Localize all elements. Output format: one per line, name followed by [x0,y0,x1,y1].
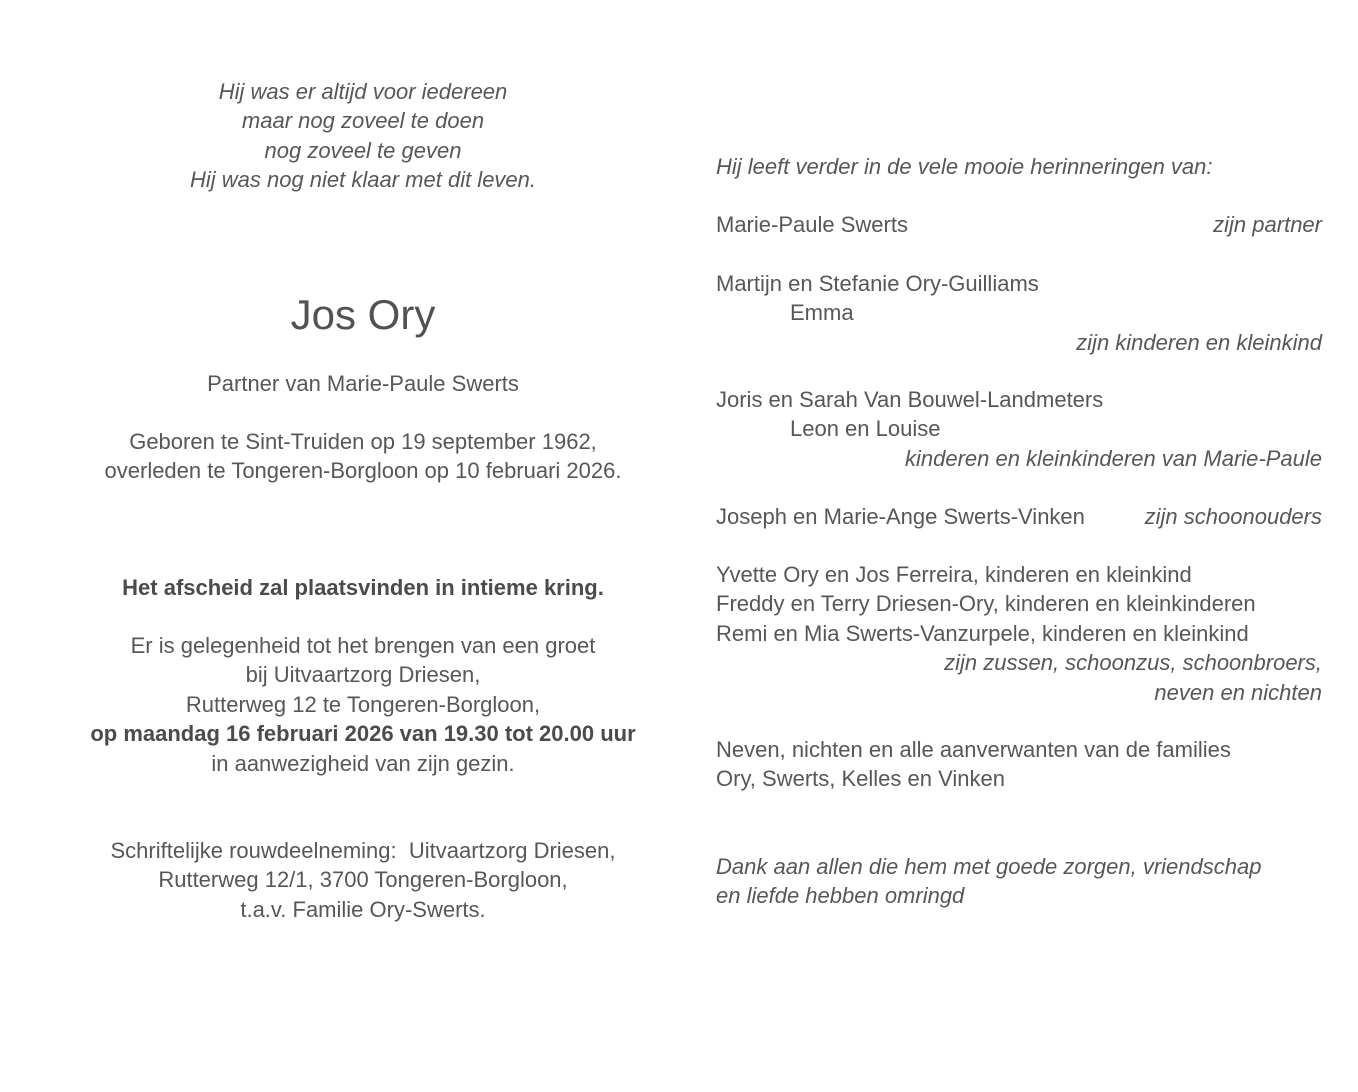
thanks-line: Dank aan allen die hem met goede zorgen, vriendschap [716,854,1262,879]
relation-label: neven en nichten [1154,679,1322,705]
partner-line: Partner van Marie-Paule Swerts [207,371,519,396]
family-name: Yvette Ory en Jos Ferreira, kinderen en kleinkind [716,562,1192,587]
relation-label: kinderen en kleinkinderen van Marie-Paule [904,445,1322,471]
private-farewell-notice: Het afscheid zal plaatsvinden in intieme kring. [122,575,604,600]
family-name: Ory, Swerts, Kelles en Vinken [716,766,1005,792]
visitation-datetime: op maandag 16 februari 2026 van 19.30 tot 20.00 uur [90,721,636,747]
family-name: Martijn en Stefanie Ory-Guilliams [716,271,1039,296]
condolence-line: t.a.v. Familie Ory-Swerts. [240,896,486,922]
relation-label: zijn zussen, schoonzus, schoonbroers, [944,650,1322,676]
condolence-address [60,836,666,924]
thanks-note [716,852,1322,911]
verse-line: maar nog zoveel te doen [241,108,485,134]
family-group-relatives [716,735,1322,794]
deceased-name: Jos Ory [290,291,436,338]
birth-death-lines [60,427,666,486]
death-line: overleden te Tongeren-Borgloon op 10 februari 2026. [104,458,622,484]
visitation-line: Er is gelegenheid tot het brengen van een groet [130,633,596,658]
grandchildren-names: Leon en Louise [790,416,941,442]
visitation-closing: in aanwezigheid van zijn gezin. [211,750,515,776]
family-group-partner [716,210,1322,239]
memories-header: Hij leeft verder in de vele mooie herinneringen van: [716,154,1213,179]
family-group-children-marie-paule [716,385,1322,473]
condolence-line: Rutterweg 12/1, 3700 Tongeren-Borgloon, [158,867,568,893]
family-group-children [716,269,1322,357]
relation-label: zijn kinderen en kleinkind [1076,329,1322,355]
family-name: Remi en Mia Swerts-Vanzurpele, kinderen en kleinkind [716,620,1249,646]
family-group-inlaws [716,502,1322,531]
family-name: Marie-Paule Swerts [716,212,908,237]
verse-line: Hij was er altijd voor iedereen [218,79,508,104]
visitation-info [60,631,666,778]
family-name: Joseph en Marie-Ange Swerts-Vinken [716,504,1085,529]
relation-label: zijn partner [1213,212,1322,237]
verse-line: nog zoveel te geven [264,137,462,163]
family-name: Freddy en Terry Driesen-Ory, kinderen en kleinkinderen [716,591,1256,617]
visitation-line: bij Uitvaartzorg Driesen, [245,662,481,688]
opening-verse [60,77,666,195]
family-name: Joris en Sarah Van Bouwel-Landmeters [716,387,1104,412]
birth-line: Geboren te Sint-Truiden op 19 september 1962, [129,429,597,454]
visitation-line: Rutterweg 12 te Tongeren-Borgloon, [185,691,541,717]
verse-line: Hij was nog niet klaar met dit leven. [189,167,537,193]
family-name: Neven, nichten en alle aanverwanten van de families [716,737,1231,762]
thanks-line: en liefde hebben omringd [716,883,965,909]
condolence-line: Schriftelijke rouwdeelneming: Uitvaartzorg Driesen, [110,838,616,863]
grandchild-name: Emma [790,300,854,326]
family-group-siblings [716,560,1322,707]
relation-label: zijn schoonouders [1144,504,1322,529]
